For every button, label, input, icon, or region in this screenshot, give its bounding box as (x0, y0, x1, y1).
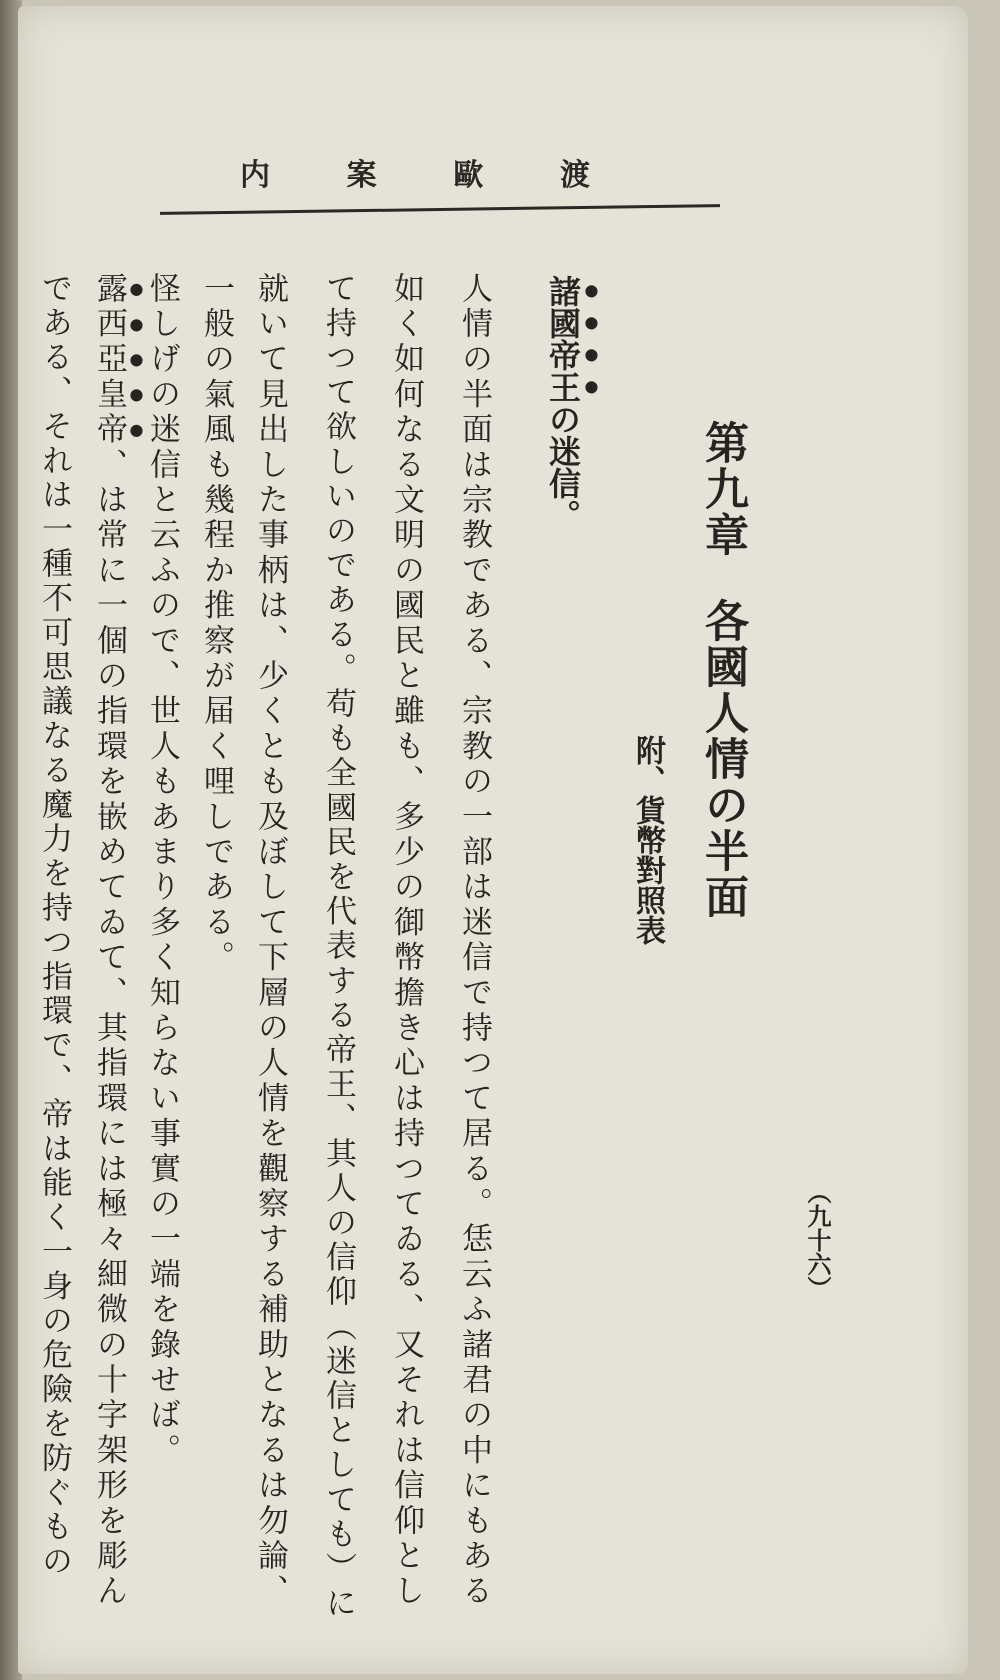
body-line: て持つて欲しいのである。苟も全國民を代表する帝王、其人の信仰（迷信としても）に (320, 272, 356, 1622)
body-line-rest: は常に一個の指環を嵌めてゐて、其指環には極々細微の十字架形を彫ん (91, 483, 127, 1610)
header-char: 内 (240, 158, 270, 193)
header-char: 渡 (559, 158, 590, 193)
page-number: （九十六） (803, 1180, 832, 1300)
emperor-emphasis: 露西亞皇帝、 (91, 272, 127, 484)
body-line: 一般の氣風も幾程か推察が届く哩しである。 (198, 272, 234, 976)
chapter-heading (690, 420, 754, 920)
body-line: 就いて見出した事柄は、少くとも及ぼして下層の人情を觀察する補助となるは勿論、 (252, 272, 288, 1610)
header-char: 案 (346, 158, 377, 193)
body-line: 怪しげの迷信と云ふので、世人もあまり多く知らない事實の一端を錄せば。 (144, 272, 180, 1469)
section-title-rest: の迷信。 (544, 403, 582, 531)
body-line (91, 272, 146, 1610)
chapter-number: 第九章 (697, 420, 748, 558)
body-line: である、それは一種不可思議なる魔力を持つ指環で、帝は能く一身の危險を防ぐもの (36, 272, 72, 1580)
body-line: 如く如何なる文明の國民と雖も、多少の御幣擔き心は持つてゐる、又それは信仰とし (388, 272, 424, 1610)
section-title (540, 275, 601, 531)
running-header (240, 150, 590, 194)
header-char: 歐 (453, 158, 484, 193)
chapter-appendix-note: 附、貨幣對照表 (630, 735, 665, 945)
section-title-emphasis: 諸國帝王 (544, 275, 582, 403)
body-line: 人情の半面は宗教である、宗教の一部は迷信で持つて居る。恁云ふ諸君の中にもある (456, 272, 492, 1610)
chapter-title: 各國人情の半面 (697, 598, 748, 920)
